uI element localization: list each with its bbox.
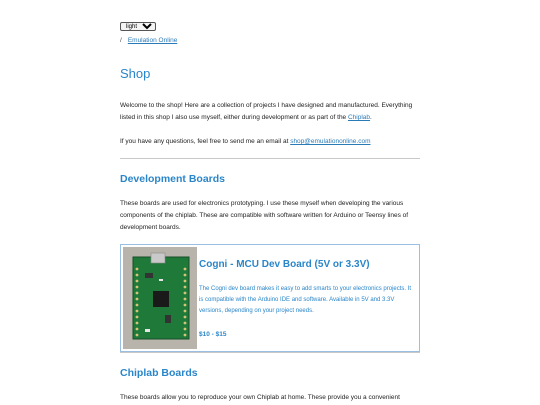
section-heading-dev-boards: Development Boards: [120, 173, 226, 185]
intro-paragraph: [120, 100, 420, 124]
theme-select[interactable]: [120, 22, 156, 31]
dev-boards-description: These boards are used for electronics prototyping. I use these myself when developing the various components of the chiplab. These are compatible with software written for Arduino or Teensy lines of development boards.: [120, 200, 409, 231]
product-title[interactable]: Cogni - MCU Dev Board (5V or 3.3V): [199, 259, 370, 270]
chiplab-boards-description: These boards allow you to reproduce your own Chiplab at home. These provide you a convenient: [120, 394, 400, 401]
breadcrumb-separator: /: [120, 37, 122, 44]
product-price: $10 - $15: [199, 331, 227, 338]
product-description: The Cogni dev board makes it easy to add smarts to your electronics projects. It is compatible with the Arduino IDE and software. Available in 5V and 3.3V versions, depending on your project needs.: [199, 286, 412, 314]
contact-paragraph: [120, 136, 420, 148]
chiplab-link[interactable]: Chiplab: [347, 114, 371, 121]
divider: [120, 352, 420, 353]
divider: [120, 158, 420, 159]
contact-text: If you have any questions, feel free to send me an email at: [120, 138, 291, 145]
product-image: [123, 247, 197, 349]
page-title: Shop: [120, 66, 151, 81]
breadcrumb: [120, 37, 420, 44]
dev-board-photo: [123, 247, 197, 349]
intro-text: Welcome to the shop! Here are a collection of projects I have designed and manufactured. Everything listed in this shop I also use myself, either during development or as part of the: [120, 102, 413, 121]
section-heading-chiplab-boards: Chiplab Boards: [120, 367, 198, 379]
product-card[interactable]: [120, 244, 420, 352]
page-content: [120, 22, 420, 404]
email-link[interactable]: shop@emulationonline.com: [290, 138, 371, 145]
intro-text-end: .: [370, 114, 372, 121]
breadcrumb-home-link[interactable]: Emulation Online: [127, 37, 178, 44]
product-info: [199, 245, 415, 338]
